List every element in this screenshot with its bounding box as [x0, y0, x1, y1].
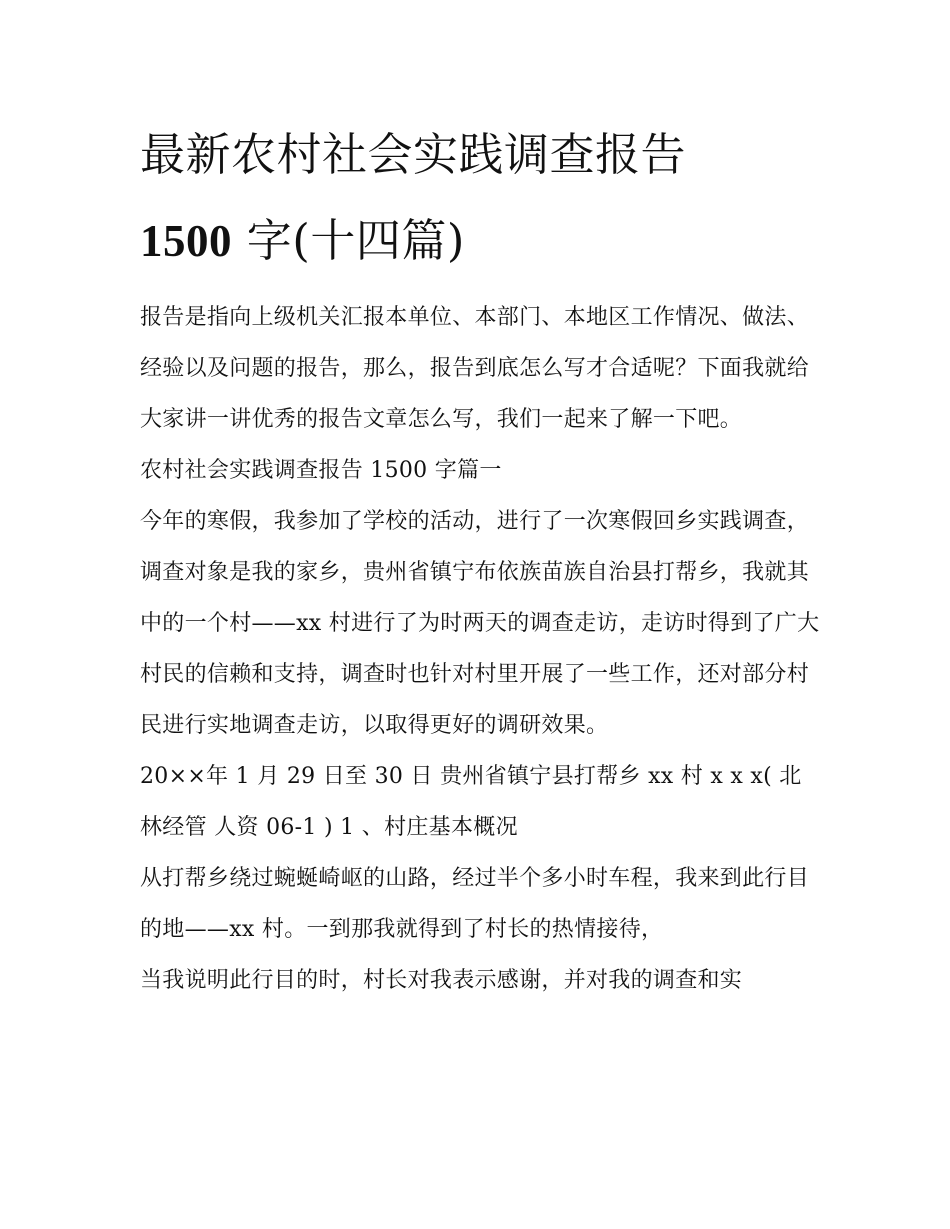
title-suffix: 字(十四篇) — [232, 214, 465, 267]
title-number: 1500 — [140, 216, 232, 266]
document-page — [140, 112, 820, 1006]
intro-paragraph: 报告是指向上级机关汇报本单位、本部门、本地区工作情况、做法、经验以及问题的报告，那么，报告到底怎么写才合适呢？下面我就给大家讲一讲优秀的报告文章怎么写，我们一起来了解一下吧。 — [140, 305, 810, 432]
document-title — [140, 112, 820, 284]
body-paragraph: 今年的寒假，我参加了学校的活动，进行了一次寒假回乡实践调查，调查对象是我的家乡，贵州省镇宁布依族苗族自治县打帮乡，我就其中的一个村——xx 村进行了为时两天的调查走访，走访时得到了广大村民的信赖和支持，调查时也针对村里开展了一些工作，还对部分村民进行实地调查走访，以取得更好的调研效果。 — [140, 509, 820, 738]
title-line-2 — [140, 198, 820, 284]
date-location-paragraph: 20××年 1 月 29 日至 30 日 贵州省镇宁县打帮乡 xx 村 x x x( 北林经管 人资 06-1 ) 1 、村庄基本概况 — [140, 764, 802, 840]
body-paragraph: 从打帮乡绕过蜿蜒崎岖的山路，经过半个多小时车程，我来到此行目的地——xx 村。一到那我就得到了村长的热情接待， — [140, 866, 810, 942]
document-body — [140, 292, 820, 1006]
section-heading: 农村社会实践调查报告 1500 字篇一 — [140, 458, 502, 483]
title-line-1: 最新农村社会实践调查报告 — [140, 128, 687, 181]
body-paragraph: 当我说明此行目的时，村长对我表示感谢，并对我的调查和实 — [140, 968, 743, 993]
